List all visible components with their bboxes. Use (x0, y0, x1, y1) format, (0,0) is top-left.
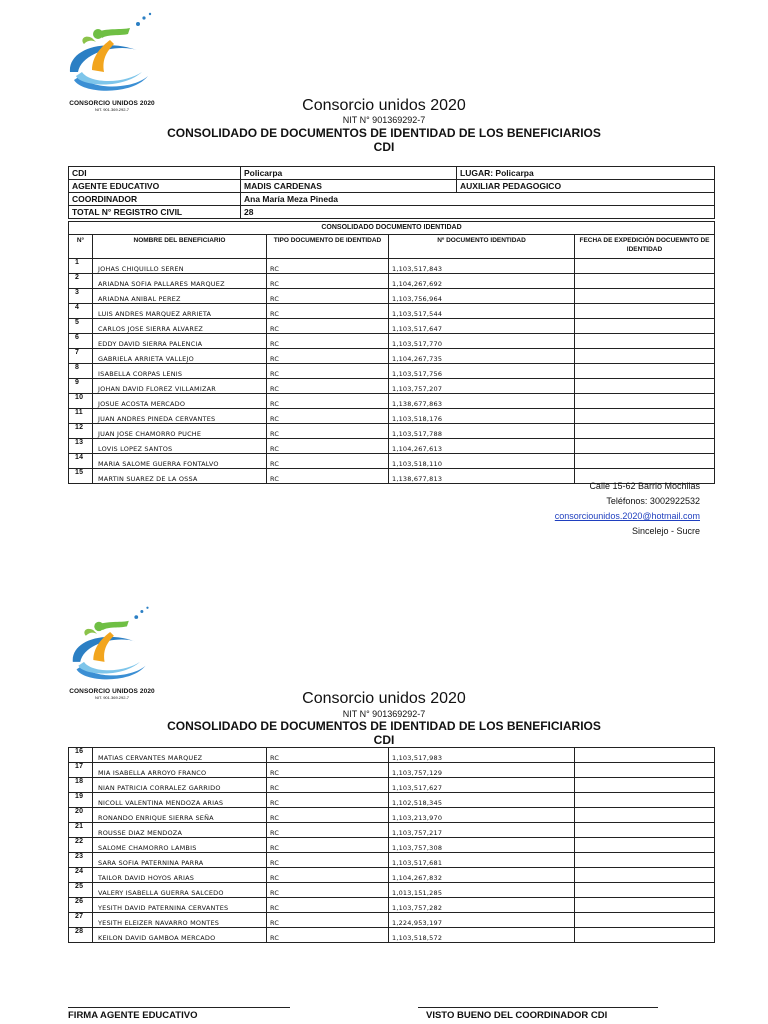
beneficiary-name: NICOLL VALENTINA MENDOZA ARIAS (93, 793, 267, 808)
section-title: CONSOLIDADO DOCUMENTO IDENTIDAD (69, 222, 715, 235)
agente-label: AGENTE EDUCATIVO (69, 180, 241, 193)
row-number: 24 (69, 868, 93, 883)
row-number: 8 (69, 364, 93, 379)
row-number: 26 (69, 898, 93, 913)
beneficiary-name: MIA ISABELLA ARROYO FRANCO (93, 763, 267, 778)
col-header-doc: Nº DOCUMENTO IDENTIDAD (389, 235, 575, 259)
document-type: RC (267, 823, 389, 838)
table-row (69, 868, 715, 883)
row-number: 14 (69, 454, 93, 469)
row-number: 11 (69, 409, 93, 424)
logo-nit: NIT. 901.369.292-7 (94, 107, 130, 112)
document-number: 1,104,267,692 (389, 274, 575, 289)
issue-date (575, 823, 715, 838)
document-type: RC (267, 424, 389, 439)
issue-date (575, 454, 715, 469)
issue-date (575, 913, 715, 928)
row-number: 16 (69, 748, 93, 763)
document-number: 1,103,517,756 (389, 364, 575, 379)
beneficiary-name: VALERY ISABELLA GUERRA SALCEDO (93, 883, 267, 898)
contact-email-link[interactable]: consorciounidos.2020@hotmail.com (554, 511, 700, 521)
table-row (69, 289, 715, 304)
row-number: 23 (69, 853, 93, 868)
document-number: 1,103,518,176 (389, 409, 575, 424)
document-type: RC (267, 319, 389, 334)
table-row (69, 778, 715, 793)
signature-coordinador: VISTO BUENO DEL COORDINADOR CDI (418, 1007, 658, 1021)
rows-page2 (69, 748, 715, 943)
document-type: RC (267, 883, 389, 898)
document-number: 1,103,756,964 (389, 289, 575, 304)
document-number: 1,013,151,285 (389, 883, 575, 898)
col-header-no: N° (69, 235, 93, 259)
issue-date (575, 364, 715, 379)
issue-date (575, 868, 715, 883)
row-number: 25 (69, 883, 93, 898)
document-number: 1,103,518,572 (389, 928, 575, 943)
document-number: 1,103,517,770 (389, 334, 575, 349)
row-number: 21 (69, 823, 93, 838)
document-type: RC (267, 838, 389, 853)
table-row (69, 364, 715, 379)
beneficiary-name: MARTIN SUAREZ DE LA OSSA (93, 469, 267, 484)
document-number: 1,103,518,110 (389, 454, 575, 469)
document-type: RC (267, 928, 389, 943)
issue-date (575, 394, 715, 409)
issue-date (575, 898, 715, 913)
issue-date (575, 439, 715, 454)
coordinador-label: COORDINADOR (69, 193, 241, 206)
beneficiary-name: YESITH DAVID PATERNINA CERVANTES (93, 898, 267, 913)
beneficiary-name: EDDY DAVID SIERRA PALENCIA (93, 334, 267, 349)
document-subtitle-page2: CDI (373, 733, 395, 747)
info-row-agente (69, 180, 715, 193)
issue-date (575, 409, 715, 424)
document-type: RC (267, 469, 389, 484)
column-header-row (69, 235, 715, 259)
document-type: RC (267, 898, 389, 913)
table-row (69, 913, 715, 928)
document-type: RC (267, 274, 389, 289)
document-number: 1,103,517,544 (389, 304, 575, 319)
info-table (68, 166, 715, 219)
row-number: 4 (69, 304, 93, 319)
row-number: 5 (69, 319, 93, 334)
beneficiary-name: NIAN PATRICIA CORRALEZ GARRIDO (93, 778, 267, 793)
document-number: 1,103,517,983 (389, 748, 575, 763)
issue-date (575, 928, 715, 943)
row-number: 28 (69, 928, 93, 943)
table-row (69, 763, 715, 778)
document-title: CONSOLIDADO DE DOCUMENTOS DE IDENTIDAD DE LOS BENEFICIARIOS (167, 126, 601, 140)
beneficiary-name: ROUSSE DIAZ MENDOZA (93, 823, 267, 838)
document-type: RC (267, 763, 389, 778)
beneficiary-name: YESITH ELEIZER NAVARRO MONTES (93, 913, 267, 928)
issue-date (575, 259, 715, 274)
col-header-fecha: FECHA DE EXPEDICIÓN DOCUEMNTO DE IDENTIDAD (575, 235, 715, 259)
table-row (69, 928, 715, 943)
table-row (69, 439, 715, 454)
issue-date (575, 793, 715, 808)
org-name: Consorcio unidos 2020 (302, 97, 466, 114)
document-type: RC (267, 853, 389, 868)
row-number: 6 (69, 334, 93, 349)
document-number: 1,138,677,813 (389, 469, 575, 484)
table-row (69, 898, 715, 913)
beneficiary-name: CARLOS JOSE SIERRA ALVAREZ (93, 319, 267, 334)
document-type: RC (267, 913, 389, 928)
beneficiaries-table-page2 (68, 747, 715, 943)
table-row (69, 379, 715, 394)
issue-date (575, 379, 715, 394)
issue-date (575, 838, 715, 853)
document-type: RC (267, 454, 389, 469)
document-type: RC (267, 349, 389, 364)
issue-date (575, 778, 715, 793)
beneficiary-name: LOVIS LOPEZ SANTOS (93, 439, 267, 454)
nit-line: NIT N° 901369292-7 (342, 115, 426, 125)
issue-date (575, 748, 715, 763)
section-title-row (69, 222, 715, 235)
issue-date (575, 763, 715, 778)
table-row (69, 349, 715, 364)
logo-nit: NIT. 901.369.292-7 (94, 695, 130, 700)
col-header-tipo: TIPO DOCUMENTO DE IDENTIDAD (267, 235, 389, 259)
issue-date (575, 274, 715, 289)
document-number: 1,103,517,627 (389, 778, 575, 793)
auxiliar-label: AUXILIAR PEDAGOGICO (457, 180, 715, 193)
beneficiary-name: JUAN ANDRES PINEDA CERVANTES (93, 409, 267, 424)
document-type: RC (267, 748, 389, 763)
logo-text: CONSORCIO UNIDOS 2020 (69, 688, 155, 695)
contact-address: Calle 15-62 Barrio Mochilas (589, 481, 700, 491)
beneficiary-name: KEILON DAVID GAMBOA MERCADO (93, 928, 267, 943)
rows-page1 (69, 259, 715, 484)
row-number: 17 (69, 763, 93, 778)
cdi-value: Policarpa (241, 167, 457, 180)
issue-date (575, 319, 715, 334)
document-type: RC (267, 409, 389, 424)
table-row (69, 883, 715, 898)
document-number: 1,103,757,129 (389, 763, 575, 778)
document-number: 1,103,757,207 (389, 379, 575, 394)
beneficiary-name: MARIA SALOME GUERRA FONTALVO (93, 454, 267, 469)
table-row (69, 748, 715, 763)
row-number: 2 (69, 274, 93, 289)
document-type: RC (267, 379, 389, 394)
beneficiary-name: GABRIELA ARRIETA VALLEJO (93, 349, 267, 364)
document-number: 1,103,213,970 (389, 808, 575, 823)
coordinador-value: Ana María Meza Pineda (241, 193, 715, 206)
table-row (69, 838, 715, 853)
info-row-total (69, 206, 715, 219)
document-number: 1,102,518,345 (389, 793, 575, 808)
table-row (69, 409, 715, 424)
info-row-coordinador (69, 193, 715, 206)
lugar-value: LUGAR: Policarpa (457, 167, 715, 180)
contact-block (555, 479, 700, 539)
document-number: 1,138,677,863 (389, 394, 575, 409)
beneficiary-name: ARIADNA ANIBAL PEREZ (93, 289, 267, 304)
beneficiary-name: TAILOR DAVID HOYOS ARIAS (93, 868, 267, 883)
beneficiary-name: JOHAS CHIQUILLO SEREN (93, 259, 267, 274)
table-row (69, 319, 715, 334)
document-type: RC (267, 808, 389, 823)
row-number: 19 (69, 793, 93, 808)
contact-city: Sincelejo - Sucre (631, 526, 700, 536)
document-type: RC (267, 304, 389, 319)
row-number: 22 (69, 838, 93, 853)
issue-date (575, 349, 715, 364)
document-type: RC (267, 868, 389, 883)
row-number: 1 (69, 259, 93, 274)
logo-text: CONSORCIO UNIDOS 2020 (69, 100, 155, 107)
document-type: RC (267, 793, 389, 808)
row-number: 20 (69, 808, 93, 823)
document-number: 1,103,757,308 (389, 838, 575, 853)
document-type: RC (267, 364, 389, 379)
info-row-cdi (69, 167, 715, 180)
beneficiary-name: ARIADNA SOFIA PALLARES MARQUEZ (93, 274, 267, 289)
document-number: 1,103,757,282 (389, 898, 575, 913)
nit-line-page2: NIT N° 901369292-7 (342, 709, 426, 719)
table-row (69, 793, 715, 808)
document-number: 1,104,267,832 (389, 868, 575, 883)
beneficiary-name: MATIAS CERVANTES MARQUEZ (93, 748, 267, 763)
table-row (69, 823, 715, 838)
row-number: 27 (69, 913, 93, 928)
issue-date (575, 883, 715, 898)
document-number: 1,224,953,197 (389, 913, 575, 928)
issue-date (575, 424, 715, 439)
issue-date (575, 304, 715, 319)
col-header-name: NOMBRE DEL BENEFICIARIO (93, 235, 267, 259)
beneficiary-name: JUAN JOSE CHAMORRO PUCHE (93, 424, 267, 439)
table-row (69, 808, 715, 823)
beneficiary-name: RONANDO ENRIQUE SIERRA SEÑA (93, 808, 267, 823)
document-type: RC (267, 394, 389, 409)
row-number: 3 (69, 289, 93, 304)
row-number: 18 (69, 778, 93, 793)
row-number: 15 (69, 469, 93, 484)
total-value: 28 (241, 206, 715, 219)
table-row (69, 424, 715, 439)
document-number: 1,103,517,788 (389, 424, 575, 439)
document-type: RC (267, 259, 389, 274)
beneficiary-name: SARA SOFIA PATERNINA PARRA (93, 853, 267, 868)
document-title-page2: CONSOLIDADO DE DOCUMENTOS DE IDENTIDAD DE LOS BENEFICIARIOS (167, 719, 601, 733)
document-number: 1,104,267,613 (389, 439, 575, 454)
org-name-page2: Consorcio unidos 2020 (302, 690, 466, 707)
document-number: 1,103,517,843 (389, 259, 575, 274)
document-type: RC (267, 439, 389, 454)
total-label: TOTAL N° REGISTRO CIVIL (69, 206, 241, 219)
table-row (69, 304, 715, 319)
issue-date (575, 853, 715, 868)
document-number: 1,103,517,647 (389, 319, 575, 334)
agente-value: MADIS CARDENAS (241, 180, 457, 193)
cdi-label: CDI (69, 167, 241, 180)
beneficiary-name: SALOME CHAMORRO LAMBIS (93, 838, 267, 853)
document-number: 1,104,267,735 (389, 349, 575, 364)
row-number: 9 (69, 379, 93, 394)
document-number: 1,103,757,217 (389, 823, 575, 838)
document-subtitle: CDI (373, 140, 395, 154)
beneficiary-name: JOHAN DAVID FLOREZ VILLAMIZAR (93, 379, 267, 394)
table-row (69, 394, 715, 409)
signature-agente: FIRMA AGENTE EDUCATIVO (68, 1007, 290, 1021)
issue-date (575, 289, 715, 304)
issue-date (575, 808, 715, 823)
document-number: 1,103,517,681 (389, 853, 575, 868)
row-number: 13 (69, 439, 93, 454)
row-number: 10 (69, 394, 93, 409)
row-number: 12 (69, 424, 93, 439)
table-row (69, 334, 715, 349)
consorcio-logo-page2 (62, 604, 162, 700)
table-row (69, 259, 715, 274)
beneficiary-name: JOSUE ACOSTA MERCADO (93, 394, 267, 409)
issue-date (575, 334, 715, 349)
beneficiary-name: ISABELLA CORPAS LENIS (93, 364, 267, 379)
beneficiary-name: LUIS ANDRES MARQUEZ ARRIETA (93, 304, 267, 319)
row-number: 7 (69, 349, 93, 364)
logo-figure-icon (62, 604, 162, 688)
document-type: RC (267, 778, 389, 793)
table-row (69, 454, 715, 469)
document-type: RC (267, 334, 389, 349)
logo-figure-icon (62, 10, 162, 100)
table-row (69, 853, 715, 868)
table-row (69, 274, 715, 289)
document-type: RC (267, 289, 389, 304)
contact-phone: Teléfonos: 3002922532 (606, 496, 700, 506)
beneficiaries-table-page1 (68, 221, 715, 484)
